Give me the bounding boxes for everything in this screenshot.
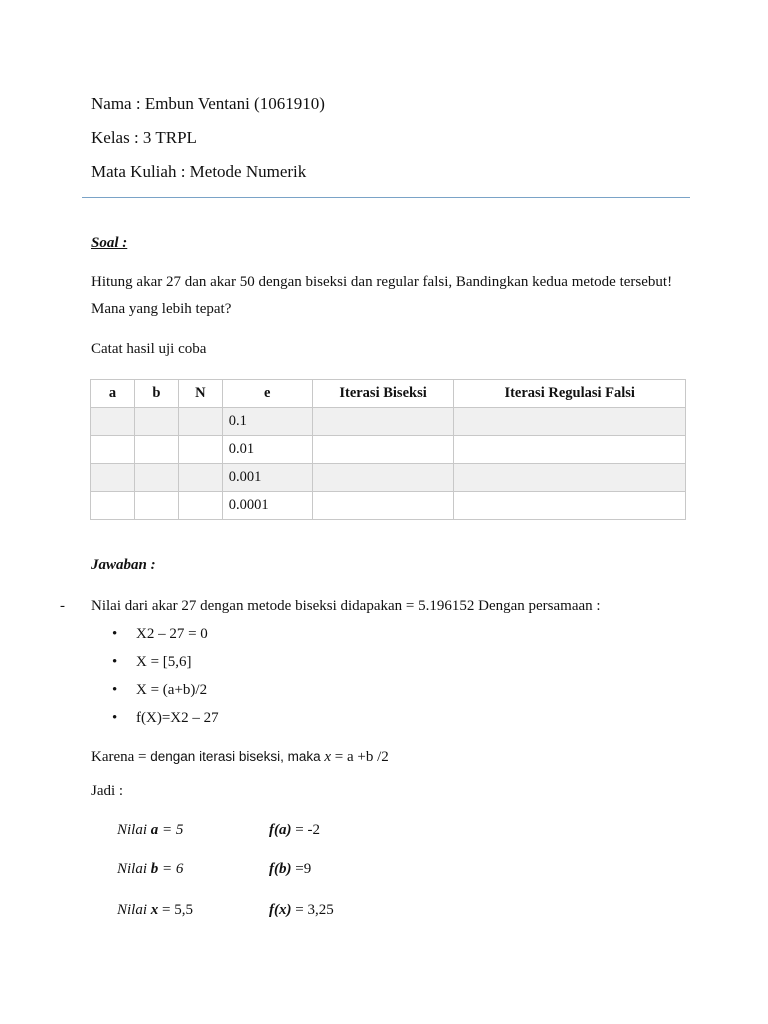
karena-prefix: Karena =	[91, 749, 151, 765]
table-cell	[312, 492, 454, 520]
soal-heading: Soal :	[91, 235, 128, 251]
f-value: = -2	[291, 822, 320, 838]
value-label	[117, 861, 269, 878]
table-cell	[91, 436, 135, 464]
table-cell	[454, 492, 686, 520]
karena-text: dengan iterasi biseksi, maka	[150, 749, 325, 764]
soal-question-line-2: Mana yang lebih tepat?	[91, 301, 232, 317]
soal-question-line-1: Hitung akar 27 dan akar 50 dengan biseksi dan regular falsi, Bandingkan kedua metode tersebut!	[91, 274, 673, 290]
results-table	[90, 379, 686, 520]
table-cell	[454, 464, 686, 492]
col-header-e: e	[222, 380, 312, 408]
nilai-value: = 5,5	[158, 902, 193, 918]
karena-line	[91, 749, 389, 766]
table-cell	[178, 492, 222, 520]
col-header-iterasi-regulasi-falsi: Iterasi Regulasi Falsi	[454, 380, 686, 408]
f-var: f(x)	[269, 902, 292, 918]
table-row	[91, 492, 686, 520]
table-cell	[134, 464, 178, 492]
nilai-var: a	[150, 822, 159, 838]
jawaban-intro: Nilai dari akar 27 dengan metode biseksi didapakan = 5.196152 Dengan persamaan :	[91, 598, 601, 614]
equation-text: f(X)=X2 – 27	[136, 710, 219, 726]
f-var: f(a)	[269, 822, 292, 838]
karena-formula: = a +b /2	[331, 749, 389, 765]
col-header-a: a	[91, 380, 135, 408]
list-item	[112, 682, 207, 699]
header-divider	[82, 197, 690, 198]
col-header-b: b	[134, 380, 178, 408]
nilai-var: b	[150, 861, 159, 877]
f-value: =9	[291, 861, 312, 877]
student-name: Nama : Embun Ventani (1061910)	[91, 94, 325, 113]
jadi-label: Jadi :	[91, 783, 124, 799]
nilai-text: Nilai	[117, 902, 151, 918]
value-label	[117, 902, 269, 919]
nilai-value: = 5	[158, 822, 184, 838]
table-header-row	[91, 380, 686, 408]
nilai-text: Nilai	[117, 861, 151, 877]
table-cell	[454, 408, 686, 436]
catat-label: Catat hasil uji coba	[91, 341, 207, 357]
table-cell-e: 0.1	[222, 408, 312, 436]
table-cell	[91, 464, 135, 492]
course-name: Mata Kuliah : Metode Numerik	[91, 162, 307, 181]
karena-variable: x	[324, 749, 332, 765]
list-item	[112, 654, 192, 671]
table-cell	[312, 408, 454, 436]
equation-text: X = (a+b)/2	[136, 682, 208, 698]
table-cell-e: 0.01	[222, 436, 312, 464]
table-cell	[91, 492, 135, 520]
nilai-text: Nilai	[117, 822, 151, 838]
table-cell	[312, 436, 454, 464]
nilai-value: = 6	[158, 861, 184, 877]
student-class: Kelas : 3 TRPL	[91, 128, 197, 147]
list-dash: -	[60, 598, 65, 614]
col-header-n: N	[178, 380, 222, 408]
table-cell	[454, 436, 686, 464]
table-row	[91, 408, 686, 436]
table-cell	[178, 436, 222, 464]
jawaban-heading: Jawaban :	[91, 557, 156, 573]
bullet-icon: •	[112, 626, 118, 642]
table-cell	[134, 492, 178, 520]
bullet-icon: •	[112, 654, 118, 670]
f-value: = 3,25	[291, 902, 334, 918]
f-var: f(b)	[269, 861, 292, 877]
table-cell	[134, 408, 178, 436]
list-item	[112, 626, 208, 643]
bullet-icon: •	[112, 710, 118, 726]
nilai-var: x	[150, 902, 159, 918]
table-cell-e: 0.001	[222, 464, 312, 492]
value-row-b	[117, 861, 311, 878]
table-row	[91, 464, 686, 492]
table-cell	[178, 464, 222, 492]
list-item	[112, 710, 219, 727]
table-cell	[312, 464, 454, 492]
value-row-a	[117, 822, 320, 839]
value-row-x	[117, 902, 334, 919]
col-header-iterasi-biseksi: Iterasi Biseksi	[312, 380, 454, 408]
bullet-icon: •	[112, 682, 118, 698]
value-label	[117, 822, 269, 839]
equation-text: X2 – 27 = 0	[136, 626, 208, 642]
table-cell	[134, 436, 178, 464]
table-cell	[178, 408, 222, 436]
equation-text: X = [5,6]	[136, 654, 192, 670]
table-cell-e: 0.0001	[222, 492, 312, 520]
table-cell	[91, 408, 135, 436]
table-row	[91, 436, 686, 464]
